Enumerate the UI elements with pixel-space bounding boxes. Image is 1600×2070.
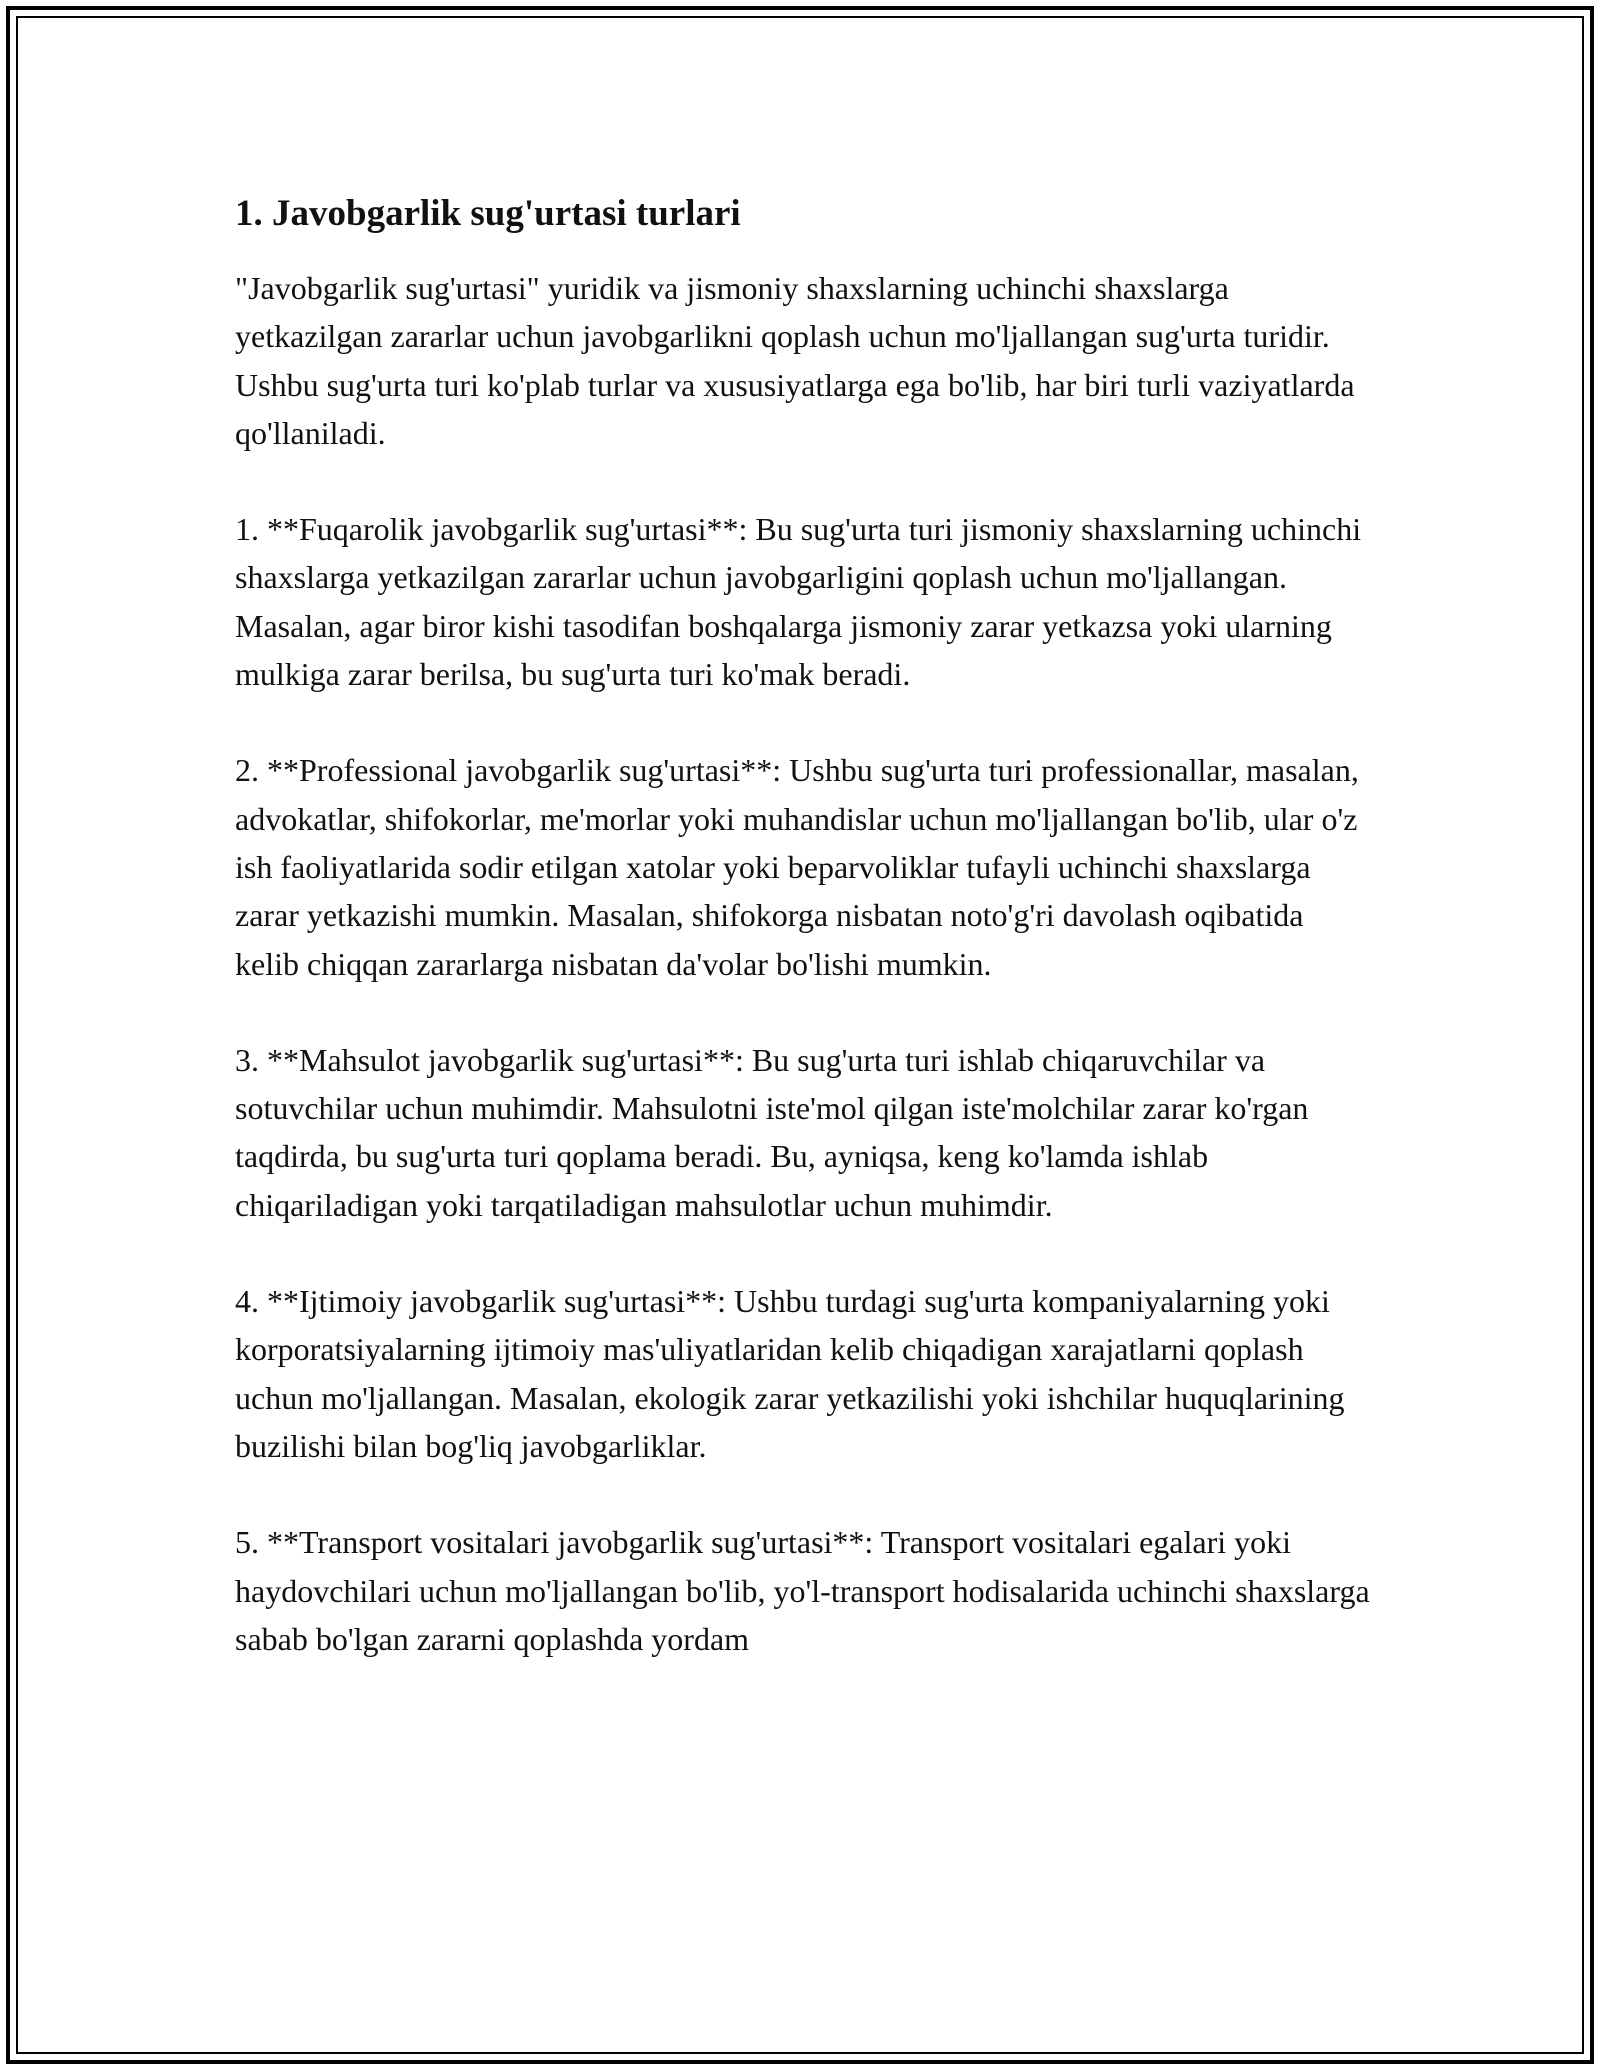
- paragraph-product-liability: 3. **Mahsulot javobgarlik sug'urtasi**: Bu sug'urta turi ishlab chiqaruvchilar va sotuvchilar uchun muhimdir. Mahsulotni iste'mol qilgan iste'molchilar zarar ko'rgan taqdirda, bu sug'urta turi qoplama beradi. Bu, ayniqsa, keng ko'lamda ishlab chiqariladigan yoki tarqatiladigan mahsulotlar uchun muhimdir.: [235, 1041, 1309, 1223]
- paragraph-intro: "Javobgarlik sug'urtasi" yuridik va jismoniy shaxslarning uchinchi shaxslarga yetkazilgan zararlar uchun javobgarlikni qoplash uchun mo'ljallangan sug'urta turidir. Ushbu sug'urta turi ko'plab turlar va xususiyatlarga ega bo'lib, har biri turli vaziyatlarda qo'llaniladi.: [235, 270, 1355, 451]
- document-title: 1. Javobgarlik sug'urtasi turlari: [235, 193, 741, 234]
- document-body: [235, 188, 1375, 1663]
- paragraph-professional-liability: 2. **Professional javobgarlik sug'urtasi**: Ushbu sug'urta turi professionallar, masalan, advokatlar, shifokorlar, me'morlar yoki muhandislar uchun mo'ljallangan bo'lib, ular o'z ish faoliyatlarida sodir etilgan xatolar yoki beparvoliklar tufayli uchinchi shaxslarga zarar yetkazishi mumkin. Masalan, shifokorga nisbatan noto'g'ri davolash oqibatida kelib chiqqan zararlarga nisbatan da'volar bo'lishi mumkin.: [235, 752, 1359, 982]
- paragraph-civil-liability: 1. **Fuqarolik javobgarlik sug'urtasi**: Bu sug'urta turi jismoniy shaxslarning uchinchi shaxslarga yetkazilgan zararlar uchun javobgarligini qoplash uchun mo'ljallangan. Masalan, agar biror kishi tasodifan boshqalarga jismoniy zarar yetkazsa yoki ularning mulkiga zarar berilsa, bu sug'urta turi ko'mak beradi.: [235, 511, 1362, 693]
- paragraph-social-liability: 4. **Ijtimoiy javobgarlik sug'urtasi**: Ushbu turdagi sug'urta kompaniyalarning yoki korporatsiyalarning ijtimoiy mas'uliyatlaridan kelib chiqadigan xarajatlarni qoplash uchun mo'ljallangan. Masalan, ekologik zarar yetkazilishi yoki ishchilar huquqlarining buzilishi bilan bog'liq javobgarliklar.: [235, 1283, 1345, 1464]
- paragraph-vehicle-liability: 5. **Transport vositalari javobgarlik sug'urtasi**: Transport vositalari egalari yoki haydovchilari uchun mo'ljallangan bo'lib, yo'l-transport hodisalarida uchinchi shaxslarga sabab bo'lgan zararni qoplashda yordam: [235, 1524, 1370, 1657]
